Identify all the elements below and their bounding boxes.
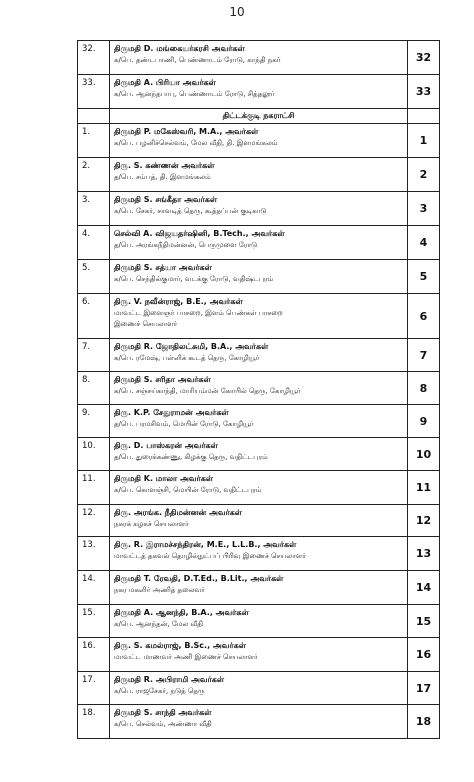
- candidate-name: திருமதி T. ரேவதி, D.T.Ed., B.Lit., அவர்கள்: [114, 574, 284, 583]
- candidate-address: மாவட்ட மாணவர் அணி இணைச் செயலாளர்: [114, 653, 258, 661]
- row-number: 1.: [78, 124, 110, 158]
- row-number: 2.: [78, 158, 110, 192]
- candidate-table-body: [78, 41, 440, 739]
- candidate-address: மாவட்ட இளைஞர் பாசறை, இளம் பெண்கள் பாசறை: [114, 309, 283, 317]
- ward-number: 8: [408, 372, 440, 405]
- candidate-address: க/பெ. கொளஞ்சி, மெயின் ரோடு, வதிட்டபுரம்: [114, 486, 262, 494]
- row-number: 16.: [78, 638, 110, 672]
- candidate-name: திரு. D. பாஸ்கரன் அவர்கள்: [114, 441, 218, 450]
- page-number: 10: [229, 5, 245, 19]
- candidate-details: [110, 471, 408, 505]
- candidate-address: நகர மகளிர் அணித் தலைவர்: [114, 586, 205, 594]
- candidate-address: க/பெ. ராஜசேகர், நடுத் தெரு: [114, 687, 205, 695]
- section-heading-blank: [78, 109, 110, 124]
- candidate-details: [110, 405, 408, 438]
- candidate-address: க/பெ. சஞ்சய்காந்தி, மாரியம்மன் கோயில் தெரு, கோழியூர்: [114, 387, 301, 395]
- table-row: [78, 294, 440, 339]
- table-row: [78, 226, 440, 260]
- ward-number: 18: [408, 705, 440, 739]
- candidate-details: [110, 294, 408, 339]
- candidate-details: [110, 192, 408, 226]
- ward-number: 14: [408, 571, 440, 605]
- candidate-name: திரு. S. கண்ணன் அவர்கள்: [114, 161, 215, 170]
- candidate-details: [110, 75, 408, 109]
- table-row: [78, 405, 440, 438]
- candidate-name: திருமதி S. சத்யா அவர்கள்: [114, 263, 212, 272]
- table-row: [78, 158, 440, 192]
- candidate-details: [110, 41, 408, 75]
- table-row: [78, 372, 440, 405]
- candidate-name: திருமதி D. மங்கையர்கரசி அவர்கள்: [114, 44, 245, 53]
- candidate-details: [110, 438, 408, 471]
- candidate-address: த/பெ. துரைக்கண்ணு, கிழக்கு தெரு, வதிட்டபுரம்: [114, 453, 268, 461]
- candidate-name: திருமதி A. ஆனந்தி, B.A., அவர்கள்: [114, 608, 249, 617]
- candidate-details: [110, 158, 408, 192]
- candidate-address: இணைச் செயலாளர்: [114, 320, 178, 328]
- candidate-address: மாவட்டத் தகவல் தொழில்நுட்பப் பிரிவு இணைச் செயலாளர்: [114, 552, 306, 560]
- table-row: [78, 638, 440, 672]
- candidate-details: [110, 372, 408, 405]
- candidate-name: திருமதி P. மகேஸ்வரி, M.A., அவர்கள்: [114, 127, 259, 136]
- candidate-address: க/பெ. ஆனந்தன், மேல வீதி: [114, 620, 203, 628]
- table-row: [78, 471, 440, 505]
- candidate-address: த/பெ. பரமசிவம், மெயின் ரோடு, கோழியூர்: [114, 420, 254, 428]
- candidate-name: திரு. R. இராமச்சந்திரன், M.E., L.L.B., அவர்கள்: [114, 540, 297, 549]
- ward-number: 12: [408, 505, 440, 537]
- candidate-address: க/பெ. பழனிச்செல்வம், மேல வீதி, தி. இளமங்கலம்: [114, 139, 278, 147]
- ward-number: 15: [408, 605, 440, 638]
- row-number: 32.: [78, 41, 110, 75]
- candidate-details: [110, 226, 408, 260]
- section-heading: திட்டக்குடி நகராட்சி: [110, 109, 408, 124]
- ward-number: 16: [408, 638, 440, 672]
- table-row: [78, 260, 440, 294]
- candidate-details: [110, 537, 408, 571]
- candidate-table: [77, 40, 440, 739]
- candidate-details: [110, 124, 408, 158]
- row-number: 6.: [78, 294, 110, 339]
- candidate-details: [110, 705, 408, 739]
- ward-number: 9: [408, 405, 440, 438]
- candidate-details: [110, 672, 408, 705]
- candidate-name: திருமதி R. அபிராமி அவர்கள்: [114, 675, 225, 684]
- candidate-details: [110, 260, 408, 294]
- row-number: 8.: [78, 372, 110, 405]
- ward-number: 1: [408, 124, 440, 158]
- candidate-details: [110, 638, 408, 672]
- row-number: 4.: [78, 226, 110, 260]
- section-heading-row: [78, 109, 440, 124]
- candidate-address: க/பெ. சேகர், சாவடித் தெரு, கூத்தப்பன் குடிகாடு: [114, 207, 267, 215]
- candidate-name: செல்வி A. விஜயதர்ஷினி, B.Tech., அவர்கள்: [114, 229, 285, 238]
- candidate-address: க/பெ. தண்டபாணி, பெண்ணாடம் ரோடு, காந்தி நகர்: [114, 56, 281, 64]
- candidate-name: திரு. S. கமல்ராஜ், B.Sc., அவர்கள்: [114, 641, 246, 650]
- ward-number: 32: [408, 41, 440, 75]
- ward-number: 5: [408, 260, 440, 294]
- row-number: 9.: [78, 405, 110, 438]
- candidate-name: திருமதி K. மாலா அவர்கள்: [114, 474, 214, 483]
- candidate-details: [110, 605, 408, 638]
- row-number: 17.: [78, 672, 110, 705]
- candidate-details: [110, 505, 408, 537]
- table-row: [78, 339, 440, 372]
- table-row: [78, 505, 440, 537]
- candidate-name: திரு. V. நவீன்ராஜ், B.E., அவர்கள்: [114, 297, 243, 306]
- candidate-address: க/பெ. ரமேஷ், பள்ளிக் கூடத் தெரு, கோழியூர்: [114, 354, 260, 362]
- table-row: [78, 537, 440, 571]
- row-number: 15.: [78, 605, 110, 638]
- row-number: 10.: [78, 438, 110, 471]
- ward-number: 2: [408, 158, 440, 192]
- row-number: 5.: [78, 260, 110, 294]
- candidate-name: திரு. அரங்க. நீதிமன்னன் அவர்கள்: [114, 508, 243, 517]
- table-row: [78, 192, 440, 226]
- candidate-name: திருமதி R. ஜோதிலட்சுமி, B.A., அவர்கள்: [114, 342, 269, 351]
- ward-number: 13: [408, 537, 440, 571]
- row-number: 14.: [78, 571, 110, 605]
- table-row: [78, 41, 440, 75]
- table-row: [78, 605, 440, 638]
- candidate-address: க/பெ. செந்தில்குமார், வடக்கு ரோடு, வதிஷ்டபுரம்: [114, 275, 274, 283]
- ward-number: 11: [408, 471, 440, 505]
- ward-number: 33: [408, 75, 440, 109]
- candidate-name: திருமதி S. சரிதா அவர்கள்: [114, 375, 211, 384]
- table-row: [78, 705, 440, 739]
- row-number: 33.: [78, 75, 110, 109]
- candidate-name: திரு. K.P. சேதுராமன் அவர்கள்: [114, 408, 229, 417]
- ward-number: 4: [408, 226, 440, 260]
- candidate-details: [110, 571, 408, 605]
- table-row: [78, 124, 440, 158]
- candidate-address: க/பெ. ஆனந்தபாபு, பெண்ணாடம் ரோடு, சித்தலூர்: [114, 90, 275, 98]
- candidate-address: நகரக் கழகச் செயலாளர்: [114, 520, 189, 528]
- candidate-name: திருமதி S. சாந்தி அவர்கள்: [114, 708, 212, 717]
- row-number: 12.: [78, 505, 110, 537]
- ward-number: 10: [408, 438, 440, 471]
- candidate-address: த/பெ. அரங்கநீதிமன்னன், பெருமுளை ரோடு: [114, 241, 258, 249]
- section-heading-blank: [408, 109, 440, 124]
- table-row: [78, 75, 440, 109]
- ward-number: 6: [408, 294, 440, 339]
- candidate-address: க/பெ. செல்வம், அண்ணா வீதி: [114, 720, 212, 728]
- ward-number: 17: [408, 672, 440, 705]
- table-row: [78, 438, 440, 471]
- table-row: [78, 571, 440, 605]
- candidate-address: த/பெ. சம்பத், தி. இளமங்கலம்: [114, 173, 211, 181]
- ward-number: 3: [408, 192, 440, 226]
- ward-number: 7: [408, 339, 440, 372]
- row-number: 3.: [78, 192, 110, 226]
- row-number: 13.: [78, 537, 110, 571]
- candidate-name: திருமதி A. பிரியா அவர்கள்: [114, 78, 216, 87]
- row-number: 7.: [78, 339, 110, 372]
- candidate-name: திருமதி S. சங்கீதா அவர்கள்: [114, 195, 218, 204]
- candidate-details: [110, 339, 408, 372]
- row-number: 18.: [78, 705, 110, 739]
- row-number: 11.: [78, 471, 110, 505]
- table-row: [78, 672, 440, 705]
